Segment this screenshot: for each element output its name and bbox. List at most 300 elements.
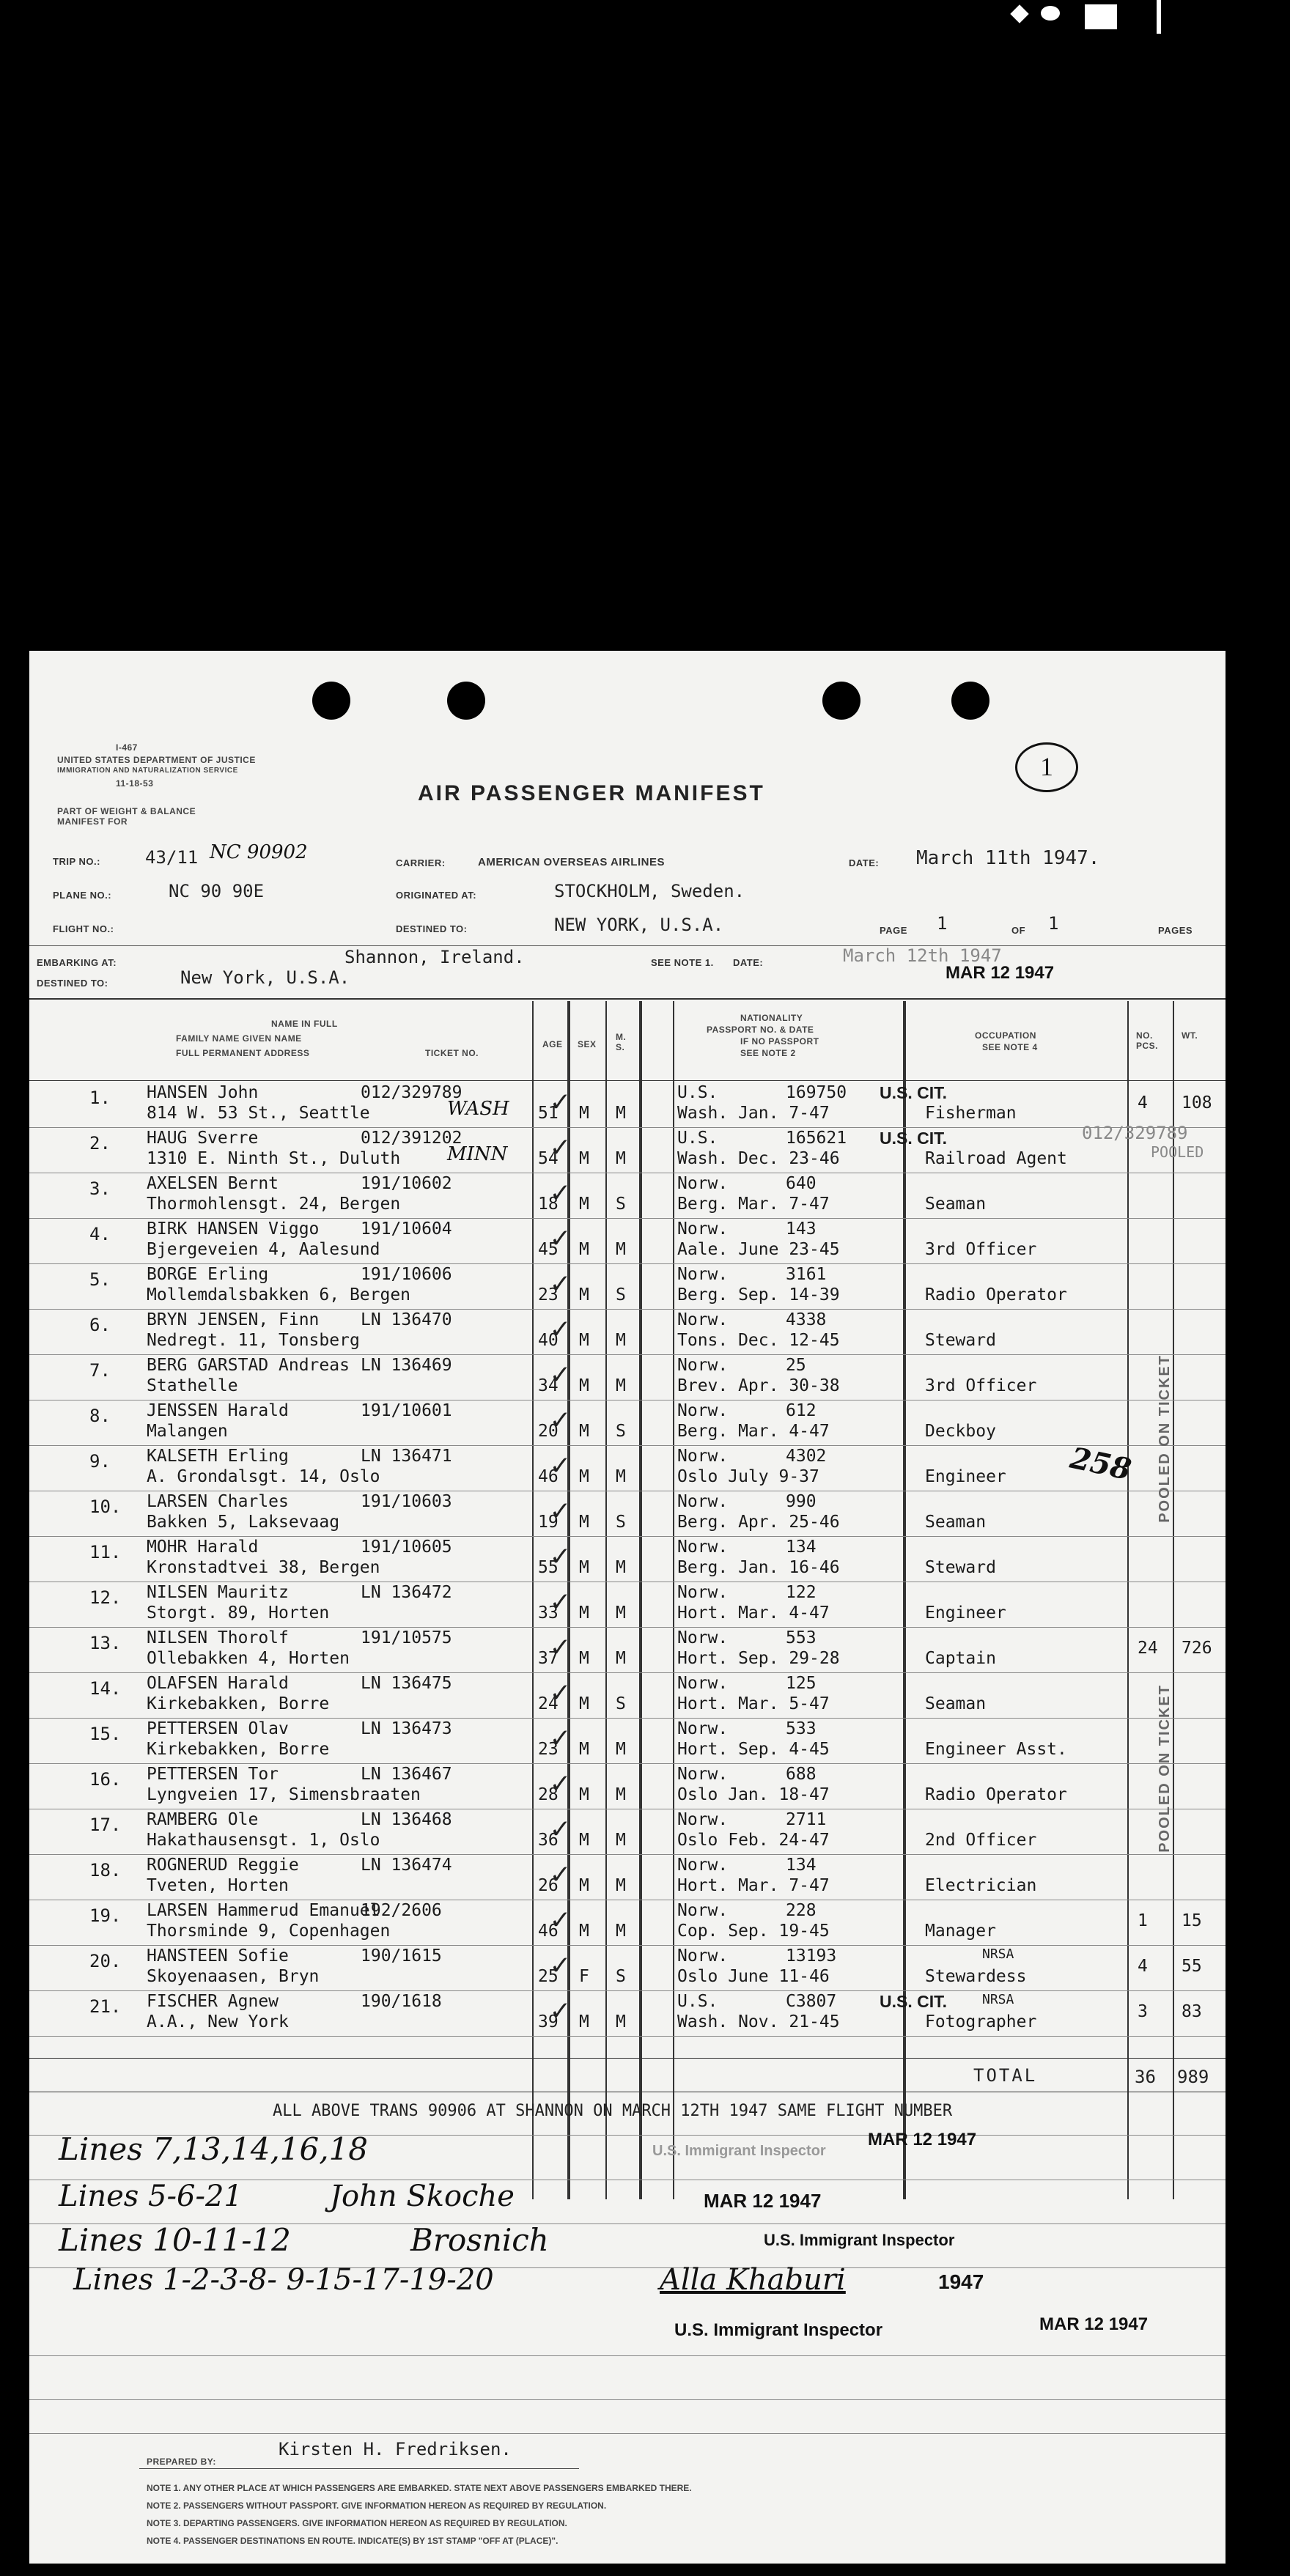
total-pcs: 36	[1135, 2067, 1156, 2087]
passenger-age: 34	[538, 1376, 559, 1395]
handwritten-lines-2: Lines 5-6-21	[59, 2180, 243, 2213]
passenger-address: Stathelle	[147, 1376, 238, 1395]
passenger-sex: M	[579, 1831, 589, 1850]
marital-status: M	[616, 1558, 626, 1577]
table-row	[29, 1356, 1226, 1401]
table-row	[29, 1083, 1226, 1129]
plane-value: NC 90 90E	[169, 881, 265, 901]
ticket-number: LN 136468	[361, 1810, 452, 1829]
checkmark-icon: ✓	[551, 1266, 570, 1300]
passenger-name: LARSEN Charles	[147, 1492, 289, 1511]
checkmark-icon: ✓	[551, 1312, 570, 1346]
baggage-pieces: 24	[1138, 1639, 1158, 1658]
row-divider	[29, 1945, 1226, 1946]
passenger-address: Bakken 5, Laksevaag	[147, 1513, 340, 1532]
originated-value: STOCKHOLM, Sweden.	[554, 881, 745, 901]
marital-status: S	[616, 1967, 626, 1986]
table-row	[29, 1765, 1226, 1810]
passport-number: 688	[786, 1765, 817, 1784]
handwritten-signature-3: Brosnich	[410, 2222, 549, 2258]
row-number: 10.	[89, 1496, 122, 1517]
ticket-number: 191/10604	[361, 1219, 452, 1239]
row-divider	[29, 1309, 1226, 1310]
checkmark-icon: ✓	[551, 1812, 570, 1845]
destined2-value: New York, U.S.A.	[180, 967, 350, 988]
baggage-pieces: 3	[1138, 2002, 1148, 2021]
form-date-line: 11-18-53	[116, 778, 154, 789]
row-divider	[29, 2036, 1226, 2037]
nationality: Norw.	[677, 1492, 729, 1511]
passenger-address: Kirkebakken, Borre	[147, 1740, 330, 1759]
passenger-name: HAUG Sverre	[147, 1129, 259, 1148]
handwritten-signature-4: Alla Khaburi	[660, 2263, 846, 2297]
passenger-name: PETTERSEN Tor	[147, 1765, 279, 1784]
checkmark-icon: ✓	[551, 1130, 570, 1164]
table-row	[29, 1219, 1226, 1265]
passport-number: 612	[786, 1401, 817, 1420]
row-divider	[29, 1445, 1226, 1446]
col-note2-header: SEE NOTE 2	[740, 1048, 796, 1058]
trip-handwritten: NC 90902	[210, 841, 308, 863]
passport-number: 134	[786, 1856, 817, 1875]
marital-status: M	[616, 1104, 626, 1123]
passport-number: 134	[786, 1538, 817, 1557]
flight-label: FLIGHT NO.:	[53, 923, 114, 934]
ticket-overflow: 012/329789	[1082, 1123, 1188, 1143]
note-2: NOTE 2. PASSENGERS WITHOUT PASSPORT. GIVE INFORMATION HEREON AS REQUIRED BY REGULATION.	[147, 2501, 607, 2511]
marital-status: M	[616, 1376, 626, 1395]
inspector-stamp-2: U.S. Immigrant Inspector	[764, 2231, 955, 2249]
passenger-sex: M	[579, 2012, 589, 2031]
nationality: Norw.	[677, 1310, 729, 1329]
nationality: Norw.	[677, 1265, 729, 1284]
passenger-sex: M	[579, 1558, 589, 1577]
passenger-sex: M	[579, 1603, 589, 1623]
ticket-number: LN 136470	[361, 1310, 452, 1329]
table-row	[29, 1992, 1226, 2037]
row-number: 16.	[89, 1769, 122, 1790]
row-divider	[29, 1127, 1226, 1128]
row-number: 5.	[89, 1269, 111, 1290]
ticket-number: 012/329789	[361, 1083, 462, 1102]
baggage-weight: 108	[1182, 1093, 1212, 1112]
checkmark-icon: ✓	[551, 1903, 570, 1936]
passenger-age: 39	[538, 2012, 559, 2031]
passport-number: 4338	[786, 1310, 827, 1329]
passenger-age: 37	[538, 1649, 559, 1668]
row-number: 17.	[89, 1815, 122, 1835]
row-divider	[29, 1218, 1226, 1219]
inspector-stamp-faded: U.S. Immigrant Inspector	[652, 2143, 826, 2159]
nationality: Norw.	[677, 1401, 729, 1420]
passenger-address: Storgt. 89, Horten	[147, 1603, 330, 1623]
passport-date: Oslo June 11-46	[677, 1967, 830, 1986]
occupation-note: NRSA	[982, 1992, 1014, 2007]
nationality: Norw.	[677, 1538, 729, 1557]
passenger-name: AXELSEN Bernt	[147, 1174, 279, 1193]
marital-status: M	[616, 1603, 626, 1623]
nationality: U.S.	[677, 1129, 718, 1148]
row-divider	[29, 1354, 1226, 1355]
passenger-age: 24	[538, 1694, 559, 1713]
passenger-age: 46	[538, 1467, 559, 1486]
passenger-age: 55	[538, 1558, 559, 1577]
total-wt: 989	[1177, 2067, 1209, 2087]
handwritten-signature-2: John Skoche	[330, 2180, 515, 2213]
see-note-1: SEE NOTE 1.	[651, 957, 714, 968]
plane-label: PLANE NO.:	[53, 890, 112, 901]
citizen-stamp: U.S. CIT.	[880, 1992, 948, 2011]
passenger-sex: M	[579, 1694, 589, 1713]
row-number: 20.	[89, 1951, 122, 1971]
row-divider	[29, 1990, 1226, 1991]
checkmark-icon: ✓	[551, 1993, 570, 2027]
baggage-weight: 83	[1182, 2002, 1202, 2021]
nationality: Norw.	[677, 1219, 729, 1239]
passport-number: C3807	[786, 1992, 837, 2011]
row-number: 19.	[89, 1905, 122, 1926]
passport-number: 533	[786, 1719, 817, 1738]
passenger-address: Tveten, Horten	[147, 1876, 289, 1895]
marital-status: M	[616, 1149, 626, 1168]
passport-number: 25	[786, 1356, 806, 1375]
prepared-by-label: PREPARED BY:	[147, 2457, 216, 2467]
passenger-name: NILSEN Thorolf	[147, 1628, 289, 1647]
checkmark-icon: ✓	[551, 1630, 570, 1664]
passport-date: Oslo Jan. 18-47	[677, 1785, 830, 1804]
passenger-address: Thorsminde 9, Copenhagen	[147, 1922, 391, 1941]
service-line: IMMIGRATION AND NATURALIZATION SERVICE	[57, 767, 238, 775]
stamp-date-4: MAR 12 1947	[1039, 2314, 1149, 2334]
occupation: Fotographer	[925, 2012, 1037, 2031]
col-note4-header: SEE NOTE 4	[982, 1042, 1038, 1052]
passenger-name: BRYN JENSEN, Finn	[147, 1310, 320, 1329]
checkmark-icon: ✓	[551, 1675, 570, 1709]
marital-status: S	[616, 1195, 626, 1214]
dot-mark-icon	[1041, 6, 1060, 21]
passport-date: Wash. Nov. 21-45	[677, 2012, 840, 2031]
passenger-sex: M	[579, 1467, 589, 1486]
passenger-address: 1310 E. Ninth St., Duluth	[147, 1149, 401, 1168]
passenger-address: Lyngveien 17, Simensbraaten	[147, 1785, 421, 1804]
table-row	[29, 1310, 1226, 1356]
passenger-address: Malangen	[147, 1422, 228, 1441]
occupation: Deckboy	[925, 1422, 996, 1441]
nationality: U.S.	[677, 1992, 718, 2011]
occupation: Railroad Agent	[925, 1149, 1067, 1168]
ticket-number: 191/10606	[361, 1265, 452, 1284]
stamp-date-2: MAR 12 1947	[704, 2190, 822, 2212]
occupation: Seaman	[925, 1694, 987, 1713]
ticket-number: 192/2606	[361, 1901, 442, 1920]
row-number: 3.	[89, 1178, 111, 1199]
date-stamp: MAR 12 1947	[946, 963, 1055, 983]
marital-status: M	[616, 1876, 626, 1895]
row-number: 9.	[89, 1451, 111, 1472]
passport-number: 640	[786, 1174, 817, 1193]
passenger-name: LARSEN Hammerud Emanuel	[147, 1901, 380, 1920]
passenger-sex: M	[579, 1422, 589, 1441]
passenger-address: Kirkebakken, Borre	[147, 1694, 330, 1713]
passenger-name: FISCHER Agnew	[147, 1992, 279, 2011]
checkmark-icon: ✓	[551, 1721, 570, 1754]
nationality: Norw.	[677, 1856, 729, 1875]
passenger-sex: M	[579, 1785, 589, 1804]
passport-date: Oslo Feb. 24-47	[677, 1831, 830, 1850]
passport-number: 122	[786, 1583, 817, 1602]
passenger-address: Nedregt. 11, Tonsberg	[147, 1331, 360, 1350]
pooled-ticket-vertical-2: POOLED ON TICKET	[1157, 1684, 1173, 1853]
passport-date: Hort. Mar. 4-47	[677, 1603, 830, 1623]
department-line: UNITED STATES DEPARTMENT OF JUSTICE	[57, 755, 256, 765]
passenger-name: BIRK HANSEN Viggo	[147, 1219, 320, 1239]
ticket-number: LN 136467	[361, 1765, 452, 1784]
passport-number: 125	[786, 1674, 817, 1693]
table-row	[29, 1583, 1226, 1628]
punch-hole-icon	[447, 682, 485, 720]
nationality: Norw.	[677, 1628, 729, 1647]
passenger-name: NILSEN Mauritz	[147, 1583, 289, 1602]
nationality: Norw.	[677, 1174, 729, 1193]
form-number: I-467	[116, 742, 138, 753]
marital-status: S	[616, 1513, 626, 1532]
table-row	[29, 1538, 1226, 1583]
checkmark-icon: ✓	[551, 1176, 570, 1209]
occupation: 2nd Officer	[925, 1831, 1037, 1850]
passenger-age: 51	[538, 1104, 559, 1123]
marital-status: S	[616, 1285, 626, 1304]
passenger-sex: M	[579, 1104, 589, 1123]
passenger-sex: M	[579, 1149, 589, 1168]
col-ms-header: M. S.	[616, 1032, 627, 1052]
embarking-value: Shannon, Ireland.	[344, 947, 525, 967]
nationality: Norw.	[677, 1719, 729, 1738]
passenger-sex: M	[579, 1876, 589, 1895]
row-divider	[29, 1763, 1226, 1764]
passenger-sex: M	[579, 1922, 589, 1941]
checkmark-icon: ✓	[551, 1085, 570, 1118]
handwritten-lines-3: Lines 10-11-12	[59, 2222, 291, 2258]
passport-date: Berg. Sep. 14-39	[677, 1285, 840, 1304]
passenger-name: PETTERSEN Olav	[147, 1719, 289, 1738]
ticket-number: 190/1618	[361, 1992, 442, 2011]
nationality: Norw.	[677, 1901, 729, 1920]
occupation: Stewardess	[925, 1967, 1027, 1986]
trip-value: 43/11	[145, 847, 199, 868]
passport-number: 143	[786, 1219, 817, 1239]
passport-number: 169750	[786, 1083, 847, 1102]
passenger-name: MOHR Harald	[147, 1538, 259, 1557]
occupation: Seaman	[925, 1513, 987, 1532]
punch-hole-icon	[951, 682, 989, 720]
handwritten-state: MINN	[447, 1143, 508, 1165]
marital-status: M	[616, 1831, 626, 1850]
passenger-sex: M	[579, 1240, 589, 1259]
occupation: Captain	[925, 1649, 996, 1668]
passport-number: 553	[786, 1628, 817, 1647]
handwritten-lines-4: Lines 1-2-3-8- 9-15-17-19-20	[73, 2263, 494, 2297]
passenger-address: A. Grondalsgt. 14, Oslo	[147, 1467, 380, 1486]
occupation: Radio Operator	[925, 1285, 1067, 1304]
table-row	[29, 1129, 1226, 1174]
checkmark-icon: ✓	[551, 1766, 570, 1800]
baggage-weight: 726	[1182, 1639, 1212, 1658]
row-number: 8.	[89, 1406, 111, 1426]
passenger-address: Kronstadtvei 38, Bergen	[147, 1558, 380, 1577]
passport-number: 3161	[786, 1265, 827, 1284]
marital-status: S	[616, 1694, 626, 1713]
table-row	[29, 1719, 1226, 1765]
baggage-weight: 15	[1182, 1911, 1202, 1930]
checkmark-icon: ✓	[551, 1539, 570, 1573]
passport-date: Berg. Mar. 7-47	[677, 1195, 830, 1214]
passenger-sex: M	[579, 1740, 589, 1759]
passenger-sex: M	[579, 1649, 589, 1668]
note-1: NOTE 1. ANY OTHER PLACE AT WHICH PASSENGERS ARE EMBARKED. STATE NEXT ABOVE PASSENGERS EMBARKED THERE.	[147, 2483, 692, 2493]
destined2-label: DESTINED TO:	[37, 978, 108, 989]
of-value: 1	[1048, 913, 1059, 934]
punch-hole-icon	[822, 682, 860, 720]
citizen-stamp: U.S. CIT.	[880, 1083, 948, 1102]
row-number: 14.	[89, 1678, 122, 1699]
page-label: PAGE	[880, 925, 907, 936]
marital-status: M	[616, 1331, 626, 1350]
checkmark-icon: ✓	[551, 1448, 570, 1482]
table-row	[29, 1901, 1226, 1946]
passenger-age: 54	[538, 1149, 559, 1168]
occupation: Electrician	[925, 1876, 1037, 1895]
table-row	[29, 1492, 1226, 1538]
passport-number: 165621	[786, 1129, 847, 1148]
triangle-mark-icon	[1010, 4, 1028, 23]
note-3: NOTE 3. DEPARTING PASSENGERS. GIVE INFORMATION HEREON AS REQUIRED BY REGULATION.	[147, 2518, 567, 2528]
embarking-label: EMBARKING AT:	[37, 957, 117, 968]
passenger-name: JENSSEN Harald	[147, 1401, 289, 1420]
table-row	[29, 1674, 1226, 1719]
nationality: Norw.	[677, 1447, 729, 1466]
marital-status: M	[616, 2012, 626, 2031]
passenger-age: 25	[538, 1967, 559, 1986]
checkmark-icon: ✓	[551, 1403, 570, 1436]
passport-date: Wash. Dec. 23-46	[677, 1149, 840, 1168]
row-number: 2.	[89, 1133, 111, 1154]
row-number: 6.	[89, 1315, 111, 1335]
passenger-age: 28	[538, 1785, 559, 1804]
col-family-given-header: FAMILY NAME GIVEN NAME	[176, 1033, 302, 1044]
occupation: Engineer	[925, 1467, 1006, 1486]
passport-number: 228	[786, 1901, 817, 1920]
occupation: Steward	[925, 1558, 996, 1577]
passenger-age: 36	[538, 1831, 559, 1850]
col-no-passport-header: IF NO PASSPORT	[740, 1036, 819, 1047]
prepared-by-value: Kirsten H. Fredriksen.	[279, 2439, 512, 2459]
trip-label: TRIP NO.:	[53, 856, 100, 867]
col-name-header: NAME IN FULL	[271, 1019, 338, 1029]
nationality: Norw.	[677, 1765, 729, 1784]
passenger-address: Mollemdalsbakken 6, Bergen	[147, 1285, 411, 1304]
handwritten-lines-1: Lines 7,13,14,16,18	[59, 2131, 369, 2167]
row-divider	[29, 1627, 1226, 1628]
table-row	[29, 1946, 1226, 1992]
passenger-sex: M	[579, 1285, 589, 1304]
marital-status: M	[616, 1922, 626, 1941]
ticket-number: LN 136472	[361, 1583, 452, 1602]
passenger-name: ROGNERUD Reggie	[147, 1856, 299, 1875]
passenger-address: A.A., New York	[147, 2012, 289, 2031]
stamp-date-1: MAR 12 1947	[868, 2130, 977, 2149]
date-label: DATE:	[849, 857, 880, 868]
passport-number: 990	[786, 1492, 817, 1511]
col-ticket-header: TICKET NO.	[425, 1048, 479, 1058]
passenger-address: Skoyenaasen, Bryn	[147, 1967, 320, 1986]
date2-label: DATE:	[733, 957, 764, 968]
destined-label: DESTINED TO:	[396, 923, 468, 934]
passenger-age: 46	[538, 1922, 559, 1941]
occupation: Radio Operator	[925, 1785, 1067, 1804]
passenger-address: Thormohlensgt. 24, Bergen	[147, 1195, 401, 1214]
row-divider	[29, 1536, 1226, 1537]
checkmark-icon: ✓	[551, 1948, 570, 1982]
ticket-number: LN 136471	[361, 1447, 452, 1466]
transfer-note: ALL ABOVE TRANS 90906 AT SHANNON ON MARCH 12TH 1947 SAME FLIGHT NUMBER	[273, 2102, 953, 2120]
table-row	[29, 1628, 1226, 1674]
occupation-note: NRSA	[982, 1946, 1014, 1962]
col-pcs-header: NO. PCS.	[1136, 1030, 1159, 1051]
col-wt-header: WT.	[1182, 1030, 1198, 1041]
nationality: Norw.	[677, 1674, 729, 1693]
row-number: 4.	[89, 1224, 111, 1244]
of-label: OF	[1011, 925, 1026, 936]
passport-date: Tons. Dec. 12-45	[677, 1331, 840, 1350]
nationality: U.S.	[677, 1083, 718, 1102]
table-row	[29, 1174, 1226, 1219]
passenger-age: 19	[538, 1513, 559, 1532]
passenger-name: BERG GARSTAD Andreas	[147, 1356, 350, 1375]
ticket-number: LN 136473	[361, 1719, 452, 1738]
passenger-name: OLAFSEN Harald	[147, 1674, 289, 1693]
passport-date: Aale. June 23-45	[677, 1240, 840, 1259]
passport-date: Hort. Sep. 29-28	[677, 1649, 840, 1668]
ticket-number: LN 136474	[361, 1856, 452, 1875]
occupation: Seaman	[925, 1195, 987, 1214]
col-passport-header: PASSPORT NO. & DATE	[707, 1025, 814, 1035]
destined-value: NEW YORK, U.S.A.	[554, 915, 724, 935]
scan-corner-marks	[997, 0, 1290, 44]
ticket-number: 191/10601	[361, 1401, 452, 1420]
punch-hole-icon	[312, 682, 350, 720]
passport-date: Hort. Sep. 4-45	[677, 1740, 830, 1759]
inspector-stamp-3: U.S. Immigrant Inspector	[674, 2320, 883, 2340]
ticket-number: LN 136475	[361, 1674, 452, 1693]
ticket-number: LN 136469	[361, 1356, 452, 1375]
col-address-header: FULL PERMANENT ADDRESS	[176, 1048, 310, 1058]
ticket-number: 191/10575	[361, 1628, 452, 1647]
col-nationality-header: NATIONALITY	[740, 1013, 803, 1023]
col-sex-header: SEX	[578, 1039, 597, 1049]
nationality: Norw.	[677, 1946, 729, 1966]
table-row	[29, 1401, 1226, 1447]
col-occupation-header: OCCUPATION	[975, 1030, 1036, 1041]
passenger-address: 814 W. 53 St., Seattle	[147, 1104, 370, 1123]
page-title: AIR PASSENGER MANIFEST	[418, 781, 765, 805]
passenger-age: 26	[538, 1876, 559, 1895]
passenger-name: RAMBERG Ole	[147, 1810, 259, 1829]
row-number: 18.	[89, 1860, 122, 1881]
note-4: NOTE 4. PASSENGER DESTINATIONS EN ROUTE. INDICATE(S) BY 1ST STAMP "OFF AT (PLACE)".	[147, 2536, 559, 2546]
pooled-note: POOLED	[1151, 1143, 1204, 1161]
passenger-age: 40	[538, 1331, 559, 1350]
occupation: Steward	[925, 1331, 996, 1350]
